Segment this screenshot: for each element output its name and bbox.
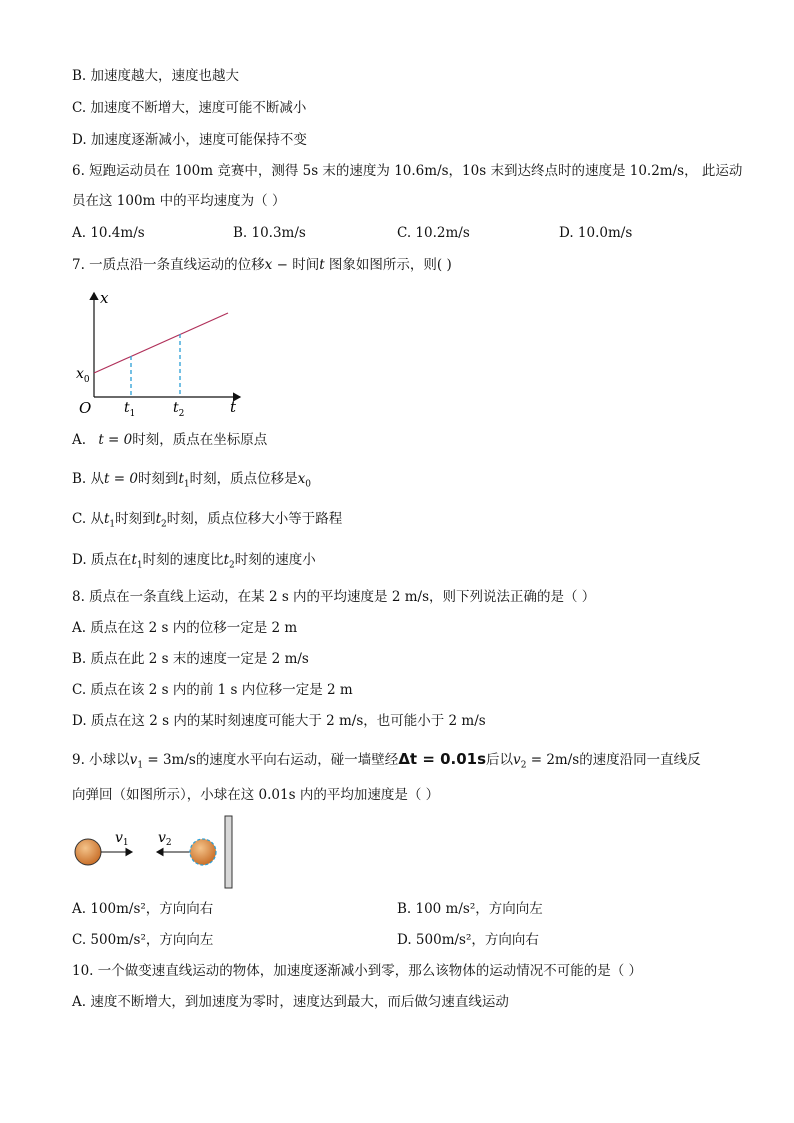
- q6-option-d: D. 10.0m/s: [559, 225, 633, 241]
- q8-option-a: A. 质点在这 2 s 内的位移一定是 2 m: [72, 620, 298, 636]
- q7-stem: [72, 256, 452, 274]
- q8-option-b: B. 质点在此 2 s 末的速度一定是 2 m/s: [72, 651, 309, 667]
- q7-stem-suffix: 图象如图所示，则( ): [324, 257, 452, 273]
- x0-label: $x_0$: [76, 366, 90, 385]
- q9-option-d: D. 500m/s²，方向向右: [397, 932, 539, 948]
- q9-stem-line1: 9. 小球以$v_1 = 3m/s$的速度水平向右运动，碰一墙壁经Δt = 0.01s后以$v_2 = 2m/s$的速度沿同一直线反: [72, 750, 701, 771]
- fig-v2-label: $v_2$: [158, 830, 172, 848]
- wall: [225, 816, 232, 888]
- q7-option-b: B. 从t = 0时刻到$t_1$时刻，质点位移是$x_0$: [72, 471, 311, 490]
- q5-option-b: B. 加速度越大，速度也越大: [72, 68, 240, 84]
- t2-label: $t_2$: [173, 400, 185, 419]
- q5-option-c: C. 加速度不断增大，速度可能不断减小: [72, 100, 307, 116]
- q10-option-a: A. 速度不断增大，到加速度为零时，速度达到最大，而后做匀速直线运动: [72, 994, 509, 1010]
- q7-stem-x: x: [264, 257, 273, 273]
- axis-x-label: x: [100, 289, 109, 307]
- q6-option-a: A. 10.4m/s: [72, 225, 145, 241]
- q5-option-d: D. 加速度逐渐减小，速度可能保持不变: [72, 132, 307, 148]
- q7-option-d: D. 质点在$t_1$时刻的速度比$t_2$时刻的速度小: [72, 552, 316, 571]
- q8-option-c: C. 质点在该 2 s 内的前 1 s 内位移一定是 2 m: [72, 682, 353, 698]
- q7-option-a: A. t = 0时刻，质点在坐标原点: [72, 432, 268, 448]
- q6-stem-line1: 6. 短跑运动员在 100m 竞赛中，测得 5s 末的速度为 10.6m/s，10s 末到达终点时的速度是 10.2m/s， 此运动: [72, 163, 743, 179]
- ball-before: [75, 839, 101, 865]
- q9-option-c: C. 500m/s²，方向向左: [72, 932, 214, 948]
- q10-stem: 10. 一个做变速直线运动的物体，加速度逐渐减小到零，那么该物体的运动情况不可能的是（ ）: [72, 963, 643, 979]
- q7-option-c: C. 从$t_1$时刻到$t_2$时刻，质点位移大小等于路程: [72, 511, 343, 530]
- q9-option-b: B. 100 m/s²，方向向左: [397, 901, 543, 917]
- q8-stem: 8. 质点在一条直线上运动，在某 2 s 内的平均速度是 2 m/s，则下列说法正确的是（ ）: [72, 589, 596, 605]
- q9-stem-line2: 向弹回（如图所示），小球在这 0.01s 内的平均加速度是（ ）: [72, 787, 440, 803]
- q9-option-a: A. 100m/s²，方向向右: [72, 901, 214, 917]
- axis-t-label: t: [230, 398, 237, 416]
- q8-option-d: D. 质点在这 2 s 内的某时刻速度可能大于 2 m/s，也可能小于 2 m/s: [72, 713, 486, 729]
- q7-stem-t: t: [319, 257, 325, 273]
- q7-stem-prefix: 7. 一质点沿一条直线运动的位移: [72, 257, 265, 273]
- origin-label: O: [79, 399, 92, 417]
- xt-line: [94, 313, 228, 373]
- fig-v1-label: $v_1$: [115, 830, 129, 848]
- q7-stem-mid: − 时间: [272, 257, 320, 273]
- ball-after: [190, 839, 216, 865]
- t1-label: $t_1$: [124, 400, 136, 419]
- q7-xt-graph: [70, 285, 260, 420]
- q6-option-b: B. 10.3m/s: [233, 225, 306, 241]
- q6-stem-line2: 员在这 100m 中的平均速度为（ ）: [72, 193, 286, 209]
- q9-ball-wall-figure: [70, 812, 240, 892]
- q6-option-c: C. 10.2m/s: [397, 225, 470, 241]
